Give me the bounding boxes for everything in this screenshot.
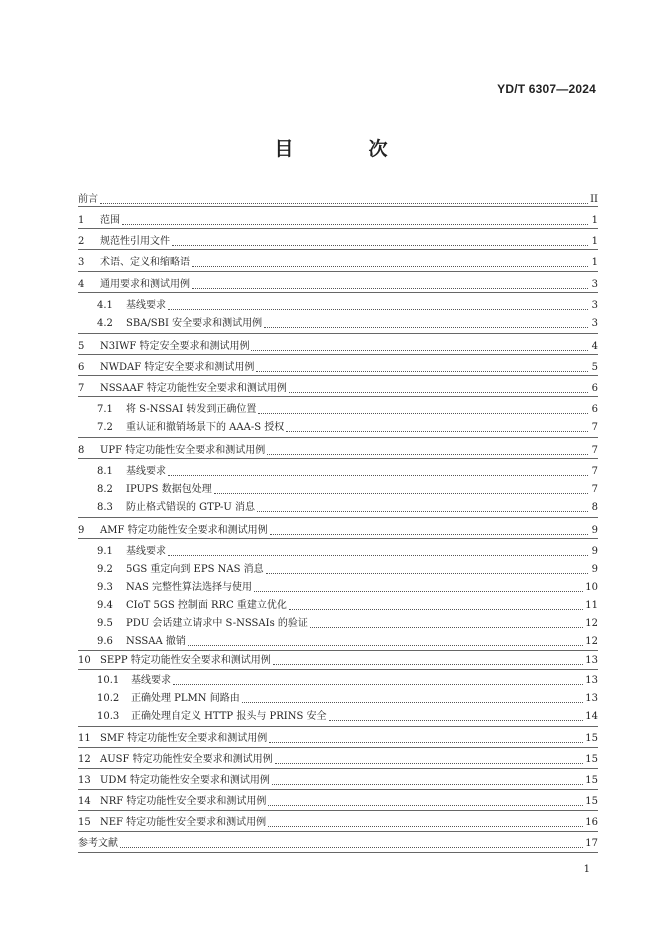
- toc-page: 13: [585, 675, 598, 686]
- toc-page: 15: [585, 775, 598, 786]
- toc-label: UDM 特定功能性安全要求和测试用例: [100, 775, 270, 786]
- toc-number: 7.2: [97, 422, 113, 433]
- toc-number: 9.2: [97, 564, 113, 575]
- divider: [78, 747, 598, 748]
- toc-page: 14: [585, 711, 598, 722]
- toc-label: 前言: [78, 194, 98, 205]
- divider: [78, 726, 598, 727]
- toc-number: 12: [78, 754, 91, 765]
- toc-label: 基线要求: [126, 300, 166, 311]
- page-number: 1: [583, 864, 590, 875]
- dot-leader: [251, 350, 588, 351]
- toc-label: AMF 特定功能性安全要求和测试用例: [100, 525, 268, 536]
- divider: [78, 669, 598, 670]
- toc-label: NWDAF 特定安全要求和测试用例: [100, 362, 255, 373]
- toc-page: 7: [591, 422, 598, 433]
- dot-leader: [286, 431, 588, 432]
- toc-subentry[interactable]: [97, 400, 598, 416]
- toc-label: 重认证和撤销场景下的 AAA-S 授权: [126, 422, 285, 433]
- divider: [78, 789, 598, 790]
- toc-page: 9: [591, 546, 598, 557]
- toc-number: 4.1: [97, 300, 113, 311]
- toc-number: 8.3: [97, 502, 113, 513]
- toc-entry[interactable]: [78, 211, 598, 227]
- toc-label: IPUPS 数据包处理: [126, 484, 212, 495]
- toc-number: 8.2: [97, 484, 113, 495]
- dot-leader: [172, 245, 588, 246]
- toc-number: 14: [78, 796, 91, 807]
- dot-leader: [258, 413, 588, 414]
- divider: [78, 831, 598, 832]
- toc-number: 9.6: [97, 636, 113, 647]
- toc-subentry[interactable]: [97, 498, 598, 514]
- toc-label: 通用要求和测试用例: [100, 279, 190, 290]
- toc-subentry[interactable]: [97, 671, 598, 687]
- toc-label: UPF 特定功能性安全要求和测试用例: [100, 445, 266, 456]
- toc-page: 3: [591, 279, 598, 290]
- toc-page: 5: [591, 362, 598, 373]
- toc-label: N3IWF 特定安全要求和测试用例: [100, 341, 250, 352]
- divider: [78, 206, 598, 207]
- dot-leader: [266, 573, 588, 574]
- toc-entry[interactable]: [78, 441, 598, 457]
- toc-page: 15: [585, 796, 598, 807]
- toc-page: 1: [591, 236, 598, 247]
- toc-number: 9.3: [97, 582, 113, 593]
- toc-title: 目 次: [274, 138, 416, 160]
- dot-leader: [122, 224, 588, 225]
- toc-label: 术语、定义和缩略语: [100, 257, 190, 268]
- dot-leader: [188, 645, 583, 646]
- dot-leader: [192, 266, 588, 267]
- toc-label: NAS 完整性算法选择与使用: [126, 582, 253, 593]
- divider: [78, 375, 598, 376]
- toc-page: 9: [591, 564, 598, 575]
- toc-entry[interactable]: [78, 275, 598, 291]
- toc-number: 8.1: [97, 466, 113, 477]
- toc-number: 7.1: [97, 404, 113, 415]
- toc-number: 9.5: [97, 618, 113, 629]
- toc-page: 1: [591, 257, 598, 268]
- toc-label: NRF 特定功能性安全要求和测试用例: [100, 796, 267, 807]
- toc-page: 7: [591, 484, 598, 495]
- divider: [78, 228, 598, 229]
- dot-leader: [254, 591, 583, 592]
- toc-label: 正确处理自定义 HTTP 报头与 PRINS 安全: [131, 711, 327, 722]
- toc-entry[interactable]: [78, 379, 598, 395]
- toc-label: 防止格式错误的 GTP-U 消息: [126, 502, 256, 513]
- divider: [78, 292, 598, 293]
- toc-subentry[interactable]: [97, 296, 598, 312]
- toc-page: 11: [585, 600, 598, 611]
- toc-entry[interactable]: [78, 729, 598, 745]
- divider: [78, 538, 598, 539]
- toc-number: 9: [78, 525, 85, 536]
- toc-subentry[interactable]: [97, 480, 598, 496]
- toc-page: 17: [585, 838, 598, 849]
- toc-number: 11: [78, 733, 91, 744]
- toc-entry[interactable]: [78, 358, 598, 374]
- toc-entry[interactable]: [78, 232, 598, 248]
- toc-page: 12: [585, 618, 598, 629]
- dot-leader: [268, 826, 583, 827]
- toc-entry[interactable]: [78, 253, 598, 269]
- toc-subentry[interactable]: [97, 314, 598, 330]
- dot-leader: [268, 805, 583, 806]
- toc-label: 基线要求: [126, 466, 166, 477]
- dot-leader: [100, 203, 588, 204]
- toc-page: 6: [591, 383, 598, 394]
- divider: [78, 517, 598, 518]
- toc-page: 12: [585, 636, 598, 647]
- dot-leader: [270, 534, 588, 535]
- toc-label: 基线要求: [131, 675, 171, 686]
- toc-entry-references[interactable]: [78, 834, 598, 850]
- toc-page: 8: [591, 502, 598, 513]
- toc-entry[interactable]: [78, 521, 598, 537]
- document-code: YD/T 6307—2024: [497, 82, 596, 96]
- toc-label: 将 S-NSSAI 转发到正确位置: [126, 404, 257, 415]
- toc-label: 参考文献: [78, 838, 118, 849]
- toc-number: 10.2: [97, 693, 120, 704]
- dot-leader: [273, 664, 583, 665]
- toc-number: 10.1: [97, 675, 120, 686]
- toc-number: 1: [78, 215, 85, 226]
- divider: [78, 333, 598, 334]
- dot-leader: [329, 720, 584, 721]
- dot-leader: [257, 511, 588, 512]
- toc-entry[interactable]: [78, 750, 598, 766]
- divider: [78, 810, 598, 811]
- toc-subentry[interactable]: [97, 632, 598, 648]
- divider: [78, 249, 598, 250]
- toc-page: 13: [585, 655, 598, 666]
- divider: [78, 271, 598, 272]
- divider: [78, 437, 598, 438]
- toc-number: 13: [78, 775, 91, 786]
- toc-subentry[interactable]: [97, 542, 598, 558]
- toc-label: SMF 特定功能性安全要求和测试用例: [100, 733, 268, 744]
- toc-entry[interactable]: [78, 813, 598, 829]
- toc-label: NSSAA 撤销: [126, 636, 186, 647]
- toc-number: 3: [78, 257, 85, 268]
- toc-page: 7: [591, 445, 598, 456]
- dot-leader: [168, 475, 588, 476]
- toc-page: 15: [585, 733, 598, 744]
- toc-number: 5: [78, 341, 85, 352]
- toc-entry[interactable]: [78, 651, 598, 667]
- toc-entry[interactable]: [78, 337, 598, 353]
- toc-number: 6: [78, 362, 85, 373]
- dot-leader: [289, 609, 583, 610]
- toc-label: NSSAAF 特定功能性安全要求和测试用例: [100, 383, 287, 394]
- dot-leader: [272, 784, 583, 785]
- toc-page: 3: [591, 300, 598, 311]
- divider: [78, 354, 598, 355]
- toc-number: 4: [78, 279, 85, 290]
- toc-number: 2: [78, 236, 85, 247]
- dot-leader: [120, 847, 583, 848]
- toc-subentry[interactable]: [97, 462, 598, 478]
- toc-label: AUSF 特定功能性安全要求和测试用例: [100, 754, 273, 765]
- toc-subentry[interactable]: [97, 614, 598, 630]
- toc-subentry[interactable]: [97, 707, 598, 723]
- dot-leader: [214, 493, 588, 494]
- toc-subentry[interactable]: [97, 560, 598, 576]
- toc-subentry[interactable]: [97, 418, 598, 434]
- toc-label: PDU 会话建立请求中 S-NSSAIs 的验证: [126, 618, 308, 629]
- toc-label: 规范性引用文件: [100, 236, 170, 247]
- divider: [78, 768, 598, 769]
- dot-leader: [275, 763, 584, 764]
- divider: [78, 396, 598, 397]
- toc-number: 8: [78, 445, 85, 456]
- toc-number: 9.1: [97, 546, 113, 557]
- toc-page: 10: [585, 582, 598, 593]
- dot-leader: [168, 555, 588, 556]
- toc-subentry[interactable]: [97, 689, 598, 705]
- toc-label: 正确处理 PLMN 间路由: [131, 693, 240, 704]
- dot-leader: [242, 702, 584, 703]
- divider: [78, 458, 598, 459]
- toc-page: 15: [585, 754, 598, 765]
- toc-entry[interactable]: [78, 792, 598, 808]
- toc-label: NEF 特定功能性安全要求和测试用例: [100, 817, 267, 828]
- toc-page: 1: [591, 215, 598, 226]
- toc-page: 6: [591, 404, 598, 415]
- dot-leader: [264, 327, 588, 328]
- toc-label: SEPP 特定功能性安全要求和测试用例: [100, 655, 271, 666]
- toc-page: 4: [591, 341, 598, 352]
- dot-leader: [289, 392, 588, 393]
- dot-leader: [168, 309, 588, 310]
- dot-leader: [310, 627, 583, 628]
- toc-page: II: [590, 194, 598, 205]
- toc-label: CIoT 5GS 控制面 RRC 重建立优化: [126, 600, 287, 611]
- toc-page: 7: [591, 466, 598, 477]
- dot-leader: [269, 742, 583, 743]
- dot-leader: [192, 288, 588, 289]
- toc-label: 5GS 重定向到 EPS NAS 消息: [126, 564, 264, 575]
- toc-subentry[interactable]: [97, 578, 598, 594]
- toc-page: 3: [591, 318, 598, 329]
- toc-number: 10: [78, 655, 91, 666]
- toc-number: 7: [78, 383, 85, 394]
- toc-entry-preface[interactable]: [78, 190, 598, 206]
- toc-subentry[interactable]: [97, 596, 598, 612]
- divider: [78, 852, 598, 853]
- toc-number: 10.3: [97, 711, 120, 722]
- toc-label: SBA/SBI 安全要求和测试用例: [126, 318, 263, 329]
- toc-number: 15: [78, 817, 91, 828]
- toc-entry[interactable]: [78, 771, 598, 787]
- toc-label: 范围: [100, 215, 120, 226]
- toc-number: 4.2: [97, 318, 113, 329]
- dot-leader: [267, 454, 588, 455]
- dot-leader: [256, 371, 588, 372]
- dot-leader: [173, 684, 583, 685]
- toc-page: 9: [591, 525, 598, 536]
- toc-page: 16: [585, 817, 598, 828]
- toc-page: 13: [585, 693, 598, 704]
- toc-number: 9.4: [97, 600, 113, 611]
- toc-label: 基线要求: [126, 546, 166, 557]
